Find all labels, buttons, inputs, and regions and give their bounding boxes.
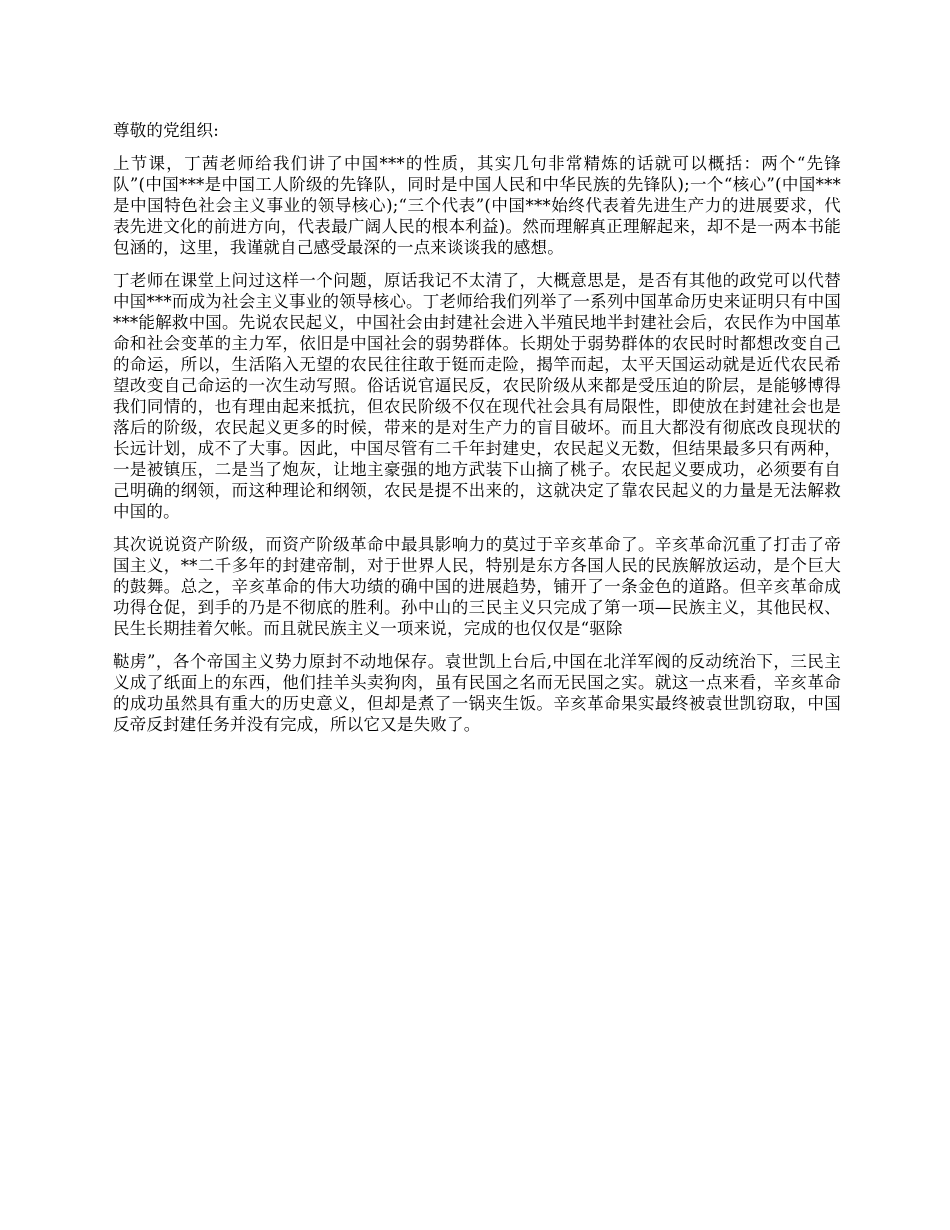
paragraph-intro: 上节课，丁茜老师给我们讲了中国***的性质，其实几句非常精炼的话就可以概括：两个“先锋队”(中国***是中国工人阶级的先锋队，同时是中国人民和中华民族的先锋队);一个“核心”(中国***是中国特色社会主义事业的领导核心);“三个代表”(中国***始终代表着先进生产力的进展要求，代表先进文化的前进方向，代表最广阔人民的根本利益)。然而理解真正理解起来，却不是一两本书能包涵的，这里，我谨就自己感受最深的一点来谈谈我的感想。 bbox=[113, 154, 841, 257]
paragraph-xinhai-revolution: 其次说说资产阶级，而资产阶级革命中最具影响力的莫过于辛亥革命了。辛亥革命沉重了打击了帝国主义，**二千多年的封建帝制，对于世界人民，特别是东方各国人民的民族解放运动，是个巨大的鼓舞。总之，辛亥革命的伟大功绩的确中国的进展趋势，铺开了一条金色的道路。但辛亥革命成功得仓促，到手的乃是不彻底的胜利。孙中山的三民主义只完成了第一项—民族主义，其他民权、民生长期挂着欠帐。而且就民族主义一项来说，完成的也仅仅是“驱除 bbox=[113, 535, 841, 638]
salutation: 尊敬的党组织: bbox=[113, 121, 219, 140]
document-page bbox=[113, 120, 841, 747]
paragraph-conclusion: 鞑虏”，各个帝国主义势力原封不动地保存。袁世凯上台后,中国在北洋军阀的反动统治下，三民主义成了纸面上的东西，他们挂羊头卖狗肉，虽有民国之名而无民国之实。就这一点来看，辛亥革命的成功虽然具有重大的历史意义，但却是煮了一锅夹生饭。辛亥革命果实最终被袁世凯窃取，中国反帝反封建任务并没有完成，所以它又是失败了。 bbox=[113, 652, 841, 734]
paragraph-peasant-uprisings: 丁老师在课堂上问过这样一个问题，原话我记不太清了，大概意思是，是否有其他的政党可以代替中国***而成为社会主义事业的领导核心。丁老师给我们列举了一系列中国革命历史来证明只有中国***能解救中国。先说农民起义，中国社会由封建社会进入半殖民地半封建社会后，农民作为中国革命和社会变革的主力军，依旧是中国社会的弱势群体。长期处于弱势群体的农民时时都想改变自己的命运，所以，生活陷入无望的农民往往敢于铤而走险，揭竿而起，太平天国运动就是近代农民希望改变自己命运的一次生动写照。俗话说官逼民反，农民阶级从来都是受压迫的阶层，是能够博得我们同情的，也有理由起来抵抗，但农民阶级不仅在现代社会具有局限性，即使放在封建社会也是落后的阶级，农民起义更多的时候，带来的是对生产力的盲目破坏。而且大都没有彻底改良现状的长远计划，成不了大事。因此，中国尽管有二千年封建史，农民起义无数，但结果最多只有两种，一是被镇压，二是当了炮灰，让地主豪强的地方武装下山摘了桃子。农民起义要成功，必须要有自己明确的纲领，而这种理论和纲领，农民是提不出来的，这就决定了靠农民起义的力量是无法解救中国的。 bbox=[113, 271, 841, 521]
